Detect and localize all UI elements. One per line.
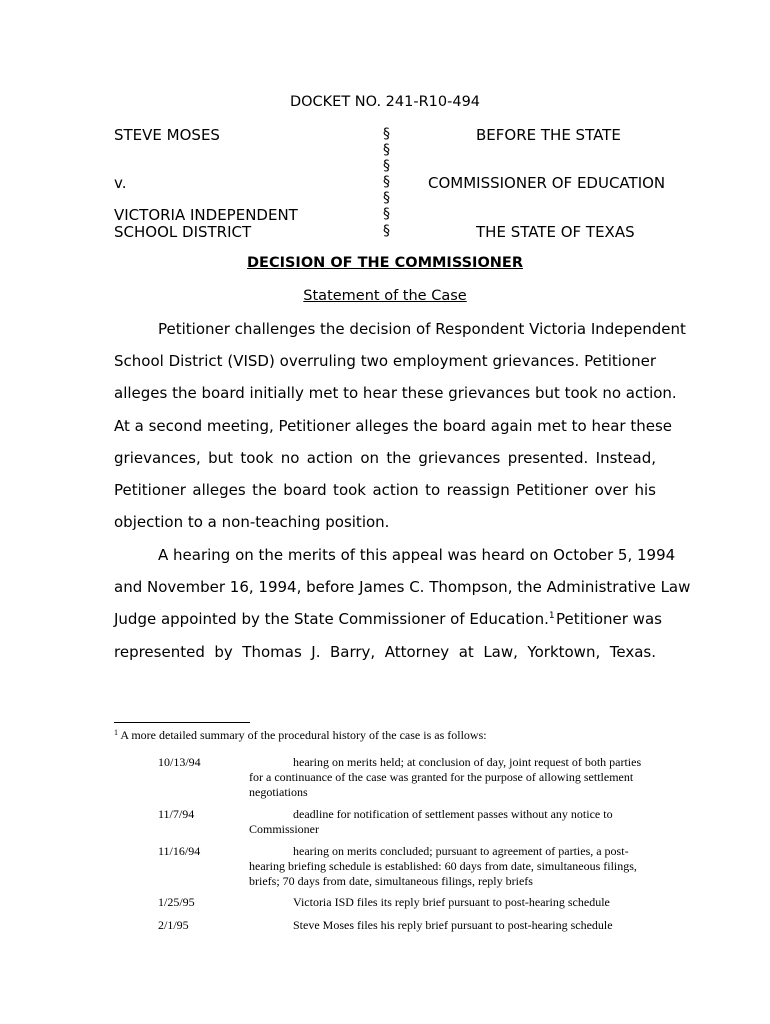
- footnote-entry-body: Victoria ISD files its reply brief pursuant to post-hearing schedule: [293, 895, 610, 909]
- footnote-intro-text: A more detailed summary of the procedural history of the case is as follows:: [120, 728, 487, 742]
- footnote-separator: [114, 722, 250, 723]
- footnote-entry-body: hearing on merits held; at conclusion of day, joint request of both parties for a continuance of the case was granted for the purpose of allowing settlement negotiations: [249, 755, 642, 799]
- versus: v.: [114, 174, 127, 192]
- section-symbol: §: [383, 190, 390, 206]
- paragraph-line: grievances, but took no action on the grievances presented. Instead,: [114, 449, 656, 467]
- caption-right-line-1: BEFORE THE STATE: [476, 126, 621, 144]
- caption-right-line-2: COMMISSIONER OF EDUCATION: [428, 174, 666, 192]
- footnote-reference[interactable]: 1: [548, 611, 555, 621]
- footnote-date: 10/13/94: [158, 755, 201, 769]
- decision-title: DECISION OF THE COMMISSIONER: [247, 255, 523, 271]
- paragraph-line: and November 16, 1994, before James C. Thompson, the Administrative Law: [114, 578, 691, 596]
- paragraph-line: School District (VISD) overruling two employment grievances. Petitioner: [114, 352, 656, 370]
- paragraph-line: objection to a non-teaching position.: [114, 513, 390, 531]
- section-symbol: §: [383, 126, 390, 142]
- section-symbol: §: [383, 174, 390, 190]
- caption-right-line-3: THE STATE OF TEXAS: [476, 223, 635, 241]
- paragraph-line: represented by Thomas J. Barry, Attorney at Law, Yorktown, Texas.: [114, 643, 656, 661]
- section-symbol: §: [383, 142, 390, 158]
- footnote-entry-body: hearing on merits concluded; pursuant to agreement of parties, a post-hearing briefing schedule is established: 60 days from date, simultaneous filings, briefs; 70 days from date, simultaneous filings, reply briefs: [249, 844, 637, 888]
- paragraph-line: Petitioner challenges the decision of Respondent Victoria Independent: [158, 320, 686, 338]
- paragraph-text: Judge appointed by the State Commissioner of Education.: [114, 610, 549, 628]
- footnote-date: 11/16/94: [158, 844, 201, 858]
- footnote-entry-text: [249, 918, 649, 933]
- respondent-line-2: SCHOOL DISTRICT: [114, 223, 252, 241]
- footnote-entry-body: Steve Moses files his reply brief pursuant to post-hearing schedule: [293, 918, 613, 932]
- footnote-entry-text: [249, 895, 649, 910]
- footnote-number: 1: [114, 728, 118, 737]
- paragraph-line: At a second meeting, Petitioner alleges the board again met to hear these: [114, 417, 672, 435]
- section-symbol: §: [383, 223, 390, 239]
- paragraph-line: [114, 610, 555, 628]
- paragraph-line: A hearing on the merits of this appeal was heard on October 5, 1994: [158, 546, 676, 564]
- paragraph-line: Petitioner was: [556, 610, 662, 628]
- paragraph-line: alleges the board initially met to hear these grievances but took no action.: [114, 384, 677, 402]
- section-heading: Statement of the Case: [303, 288, 467, 304]
- section-symbol: §: [383, 158, 390, 174]
- footnote-entry-body: deadline for notification of settlement passes without any notice to Commissioner: [249, 807, 613, 836]
- section-symbol: §: [383, 206, 390, 222]
- footnote-entry-text: [249, 807, 649, 837]
- footnote-date: 11/7/94: [158, 807, 195, 821]
- petitioner-name: STEVE MOSES: [114, 126, 220, 144]
- paragraph-line: Petitioner alleges the board took action to reassign Petitioner over his: [114, 481, 656, 499]
- docket-number: DOCKET NO. 241-R10-494: [289, 94, 481, 110]
- footnote-date: 1/25/95: [158, 895, 195, 909]
- respondent-line-1: VICTORIA INDEPENDENT: [114, 206, 298, 224]
- footnote-date: 2/1/95: [158, 918, 189, 932]
- footnote-entry-text: [249, 755, 649, 800]
- footnote-entry-text: [249, 844, 649, 889]
- footnote-intro: [114, 728, 487, 743]
